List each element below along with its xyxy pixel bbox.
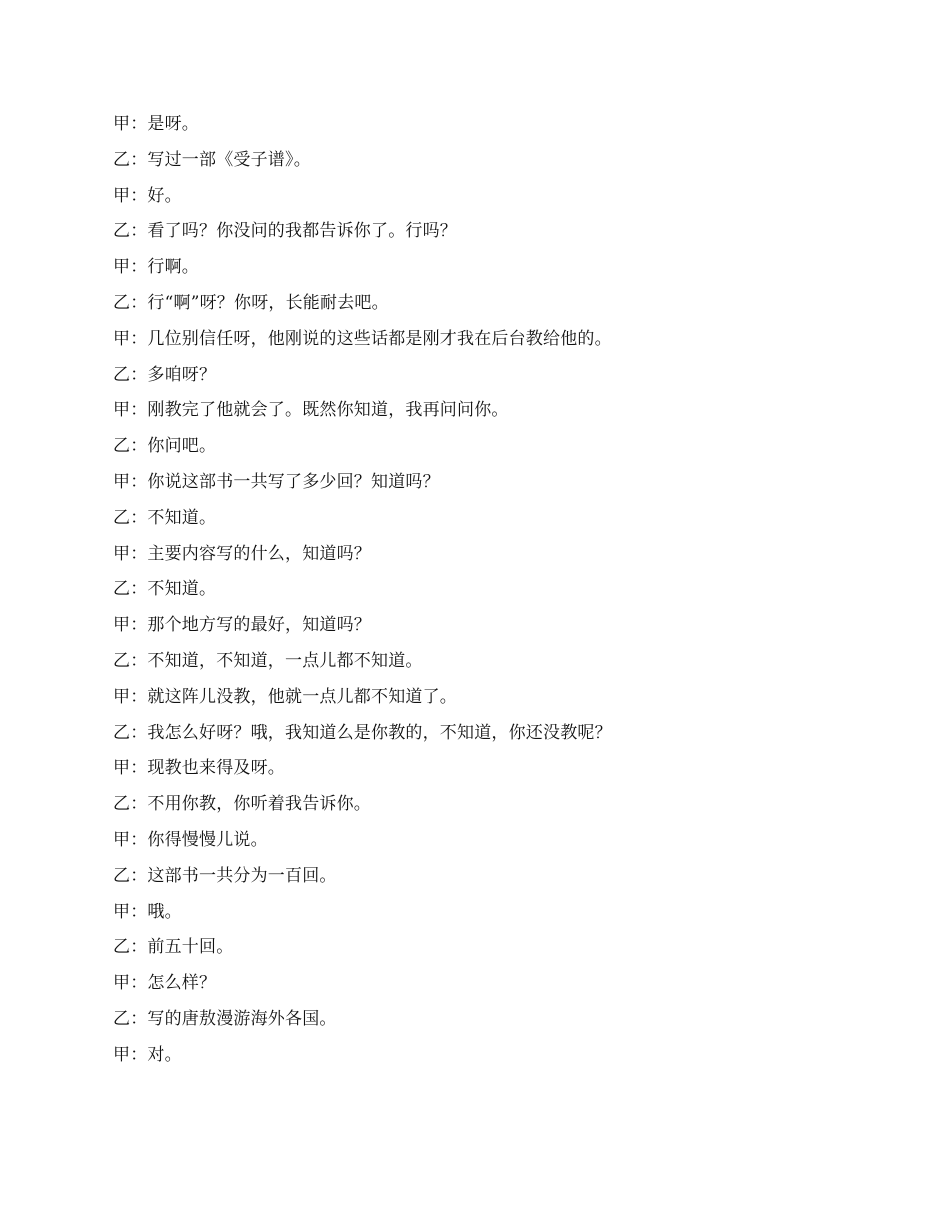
speaker-separator: ： bbox=[130, 758, 148, 779]
dialogue-line bbox=[113, 398, 873, 434]
dialogue-text: 前五十回。 bbox=[147, 937, 234, 958]
speaker-separator: ： bbox=[130, 794, 148, 815]
speaker-separator: ： bbox=[130, 436, 148, 457]
dialogue-line bbox=[113, 363, 873, 399]
dialogue-text: 刚教完了他就会了。既然你知道，我再问问你。 bbox=[147, 400, 509, 421]
speaker-label: 乙 bbox=[113, 364, 131, 385]
speaker-label: 甲 bbox=[113, 829, 131, 850]
speaker-separator: ： bbox=[130, 543, 148, 564]
speaker-separator: ： bbox=[130, 579, 148, 600]
dialogue-text: 你说这部书一共写了多少回？知道吗？ bbox=[147, 471, 440, 492]
speaker-label: 甲 bbox=[113, 973, 131, 994]
dialogue-line bbox=[113, 649, 873, 685]
dialogue-line bbox=[113, 792, 873, 828]
speaker-separator: ： bbox=[130, 364, 148, 385]
dialogue-line bbox=[113, 721, 873, 757]
dialogue-line bbox=[113, 828, 873, 864]
speaker-separator: ： bbox=[130, 901, 148, 922]
dialogue-body bbox=[113, 112, 873, 1079]
dialogue-text: 几位别信任呀，他刚说的这些话都是刚才我在后台教给他的。 bbox=[147, 328, 612, 349]
dialogue-line bbox=[113, 1007, 873, 1043]
speaker-label: 甲 bbox=[113, 543, 131, 564]
dialogue-line bbox=[113, 756, 873, 792]
dialogue-text: 现教也来得及呀。 bbox=[147, 758, 286, 779]
dialogue-line bbox=[113, 685, 873, 721]
dialogue-text: 就这阵儿没教，他就一点儿都不知道了。 bbox=[147, 686, 458, 707]
dialogue-line bbox=[113, 542, 873, 578]
dialogue-text: 怎么样？ bbox=[147, 973, 217, 994]
dialogue-text: 这部书一共分为一百回。 bbox=[147, 865, 337, 886]
speaker-label: 乙 bbox=[113, 1008, 131, 1029]
speaker-separator: ： bbox=[130, 257, 148, 278]
dialogue-text: 那个地方写的最好，知道吗？ bbox=[147, 615, 372, 636]
dialogue-text: 不知道，不知道，一点儿都不知道。 bbox=[147, 650, 423, 671]
speaker-separator: ： bbox=[130, 149, 148, 170]
speaker-label: 乙 bbox=[113, 937, 131, 958]
speaker-separator: ： bbox=[130, 471, 148, 492]
dialogue-line bbox=[113, 470, 873, 506]
speaker-separator: ： bbox=[130, 1008, 148, 1029]
speaker-separator: ： bbox=[130, 973, 148, 994]
speaker-label: 甲 bbox=[113, 615, 131, 636]
speaker-separator: ： bbox=[130, 1044, 148, 1065]
dialogue-line bbox=[113, 506, 873, 542]
speaker-label: 乙 bbox=[113, 221, 131, 242]
speaker-separator: ： bbox=[130, 615, 148, 636]
dialogue-line bbox=[113, 219, 873, 255]
dialogue-text: 你得慢慢儿说。 bbox=[147, 829, 268, 850]
speaker-label: 乙 bbox=[113, 794, 131, 815]
dialogue-line bbox=[113, 1043, 873, 1079]
dialogue-line bbox=[113, 327, 873, 363]
dialogue-text: 你问吧。 bbox=[147, 436, 217, 457]
speaker-separator: ： bbox=[130, 185, 148, 206]
speaker-label: 甲 bbox=[113, 758, 131, 779]
dialogue-line bbox=[113, 613, 873, 649]
dialogue-line bbox=[113, 935, 873, 971]
speaker-separator: ： bbox=[130, 292, 148, 313]
speaker-separator: ： bbox=[130, 328, 148, 349]
speaker-separator: ： bbox=[130, 114, 148, 134]
dialogue-line bbox=[113, 434, 873, 470]
speaker-separator: ： bbox=[130, 507, 148, 528]
speaker-label: 甲 bbox=[113, 114, 131, 134]
dialogue-line bbox=[113, 900, 873, 936]
speaker-label: 甲 bbox=[113, 400, 131, 421]
dialogue-text: 行啊。 bbox=[147, 257, 200, 278]
dialogue-text: 是呀。 bbox=[147, 114, 200, 134]
speaker-label: 乙 bbox=[113, 507, 131, 528]
dialogue-line bbox=[113, 577, 873, 613]
dialogue-line bbox=[113, 864, 873, 900]
speaker-label: 乙 bbox=[113, 650, 131, 671]
dialogue-text: 对。 bbox=[147, 1044, 182, 1065]
speaker-label: 乙 bbox=[113, 579, 131, 600]
dialogue-text: 写的唐敖漫游海外各国。 bbox=[147, 1008, 337, 1029]
speaker-separator: ： bbox=[130, 722, 148, 743]
speaker-label: 甲 bbox=[113, 901, 131, 922]
dialogue-line bbox=[113, 291, 873, 327]
speaker-label: 甲 bbox=[113, 328, 131, 349]
dialogue-line bbox=[113, 112, 873, 148]
speaker-separator: ： bbox=[130, 686, 148, 707]
speaker-separator: ： bbox=[130, 937, 148, 958]
speaker-label: 乙 bbox=[113, 292, 131, 313]
dialogue-line bbox=[113, 255, 873, 291]
dialogue-text: 不知道。 bbox=[147, 579, 217, 600]
dialogue-text: 看了吗？你没问的我都告诉你了。行吗？ bbox=[147, 221, 458, 242]
speaker-label: 乙 bbox=[113, 149, 131, 170]
dialogue-line bbox=[113, 148, 873, 184]
speaker-label: 甲 bbox=[113, 1044, 131, 1065]
speaker-label: 甲 bbox=[113, 257, 131, 278]
dialogue-text: 多咱呀？ bbox=[147, 364, 217, 385]
dialogue-text: 不用你教，你听着我告诉你。 bbox=[147, 794, 372, 815]
speaker-separator: ： bbox=[130, 650, 148, 671]
dialogue-text: 好。 bbox=[147, 185, 182, 206]
speaker-separator: ： bbox=[130, 221, 148, 242]
speaker-label: 甲 bbox=[113, 686, 131, 707]
dialogue-text: 行“啊”呀？你呀，长能耐去吧。 bbox=[147, 292, 389, 313]
dialogue-text: 不知道。 bbox=[147, 507, 217, 528]
speaker-separator: ： bbox=[130, 829, 148, 850]
dialogue-line bbox=[113, 184, 873, 220]
dialogue-text: 主要内容写的什么，知道吗？ bbox=[147, 543, 372, 564]
speaker-label: 甲 bbox=[113, 185, 131, 206]
speaker-label: 乙 bbox=[113, 722, 131, 743]
speaker-separator: ： bbox=[130, 865, 148, 886]
dialogue-text: 写过一部《受子谱》。 bbox=[147, 149, 311, 170]
speaker-label: 乙 bbox=[113, 436, 131, 457]
dialogue-text: 哦。 bbox=[147, 901, 182, 922]
speaker-separator: ： bbox=[130, 400, 148, 421]
dialogue-line bbox=[113, 971, 873, 1007]
dialogue-text: 我怎么好呀？哦，我知道么是你教的，不知道，你还没教呢？ bbox=[147, 722, 612, 743]
speaker-label: 乙 bbox=[113, 865, 131, 886]
speaker-label: 甲 bbox=[113, 471, 131, 492]
